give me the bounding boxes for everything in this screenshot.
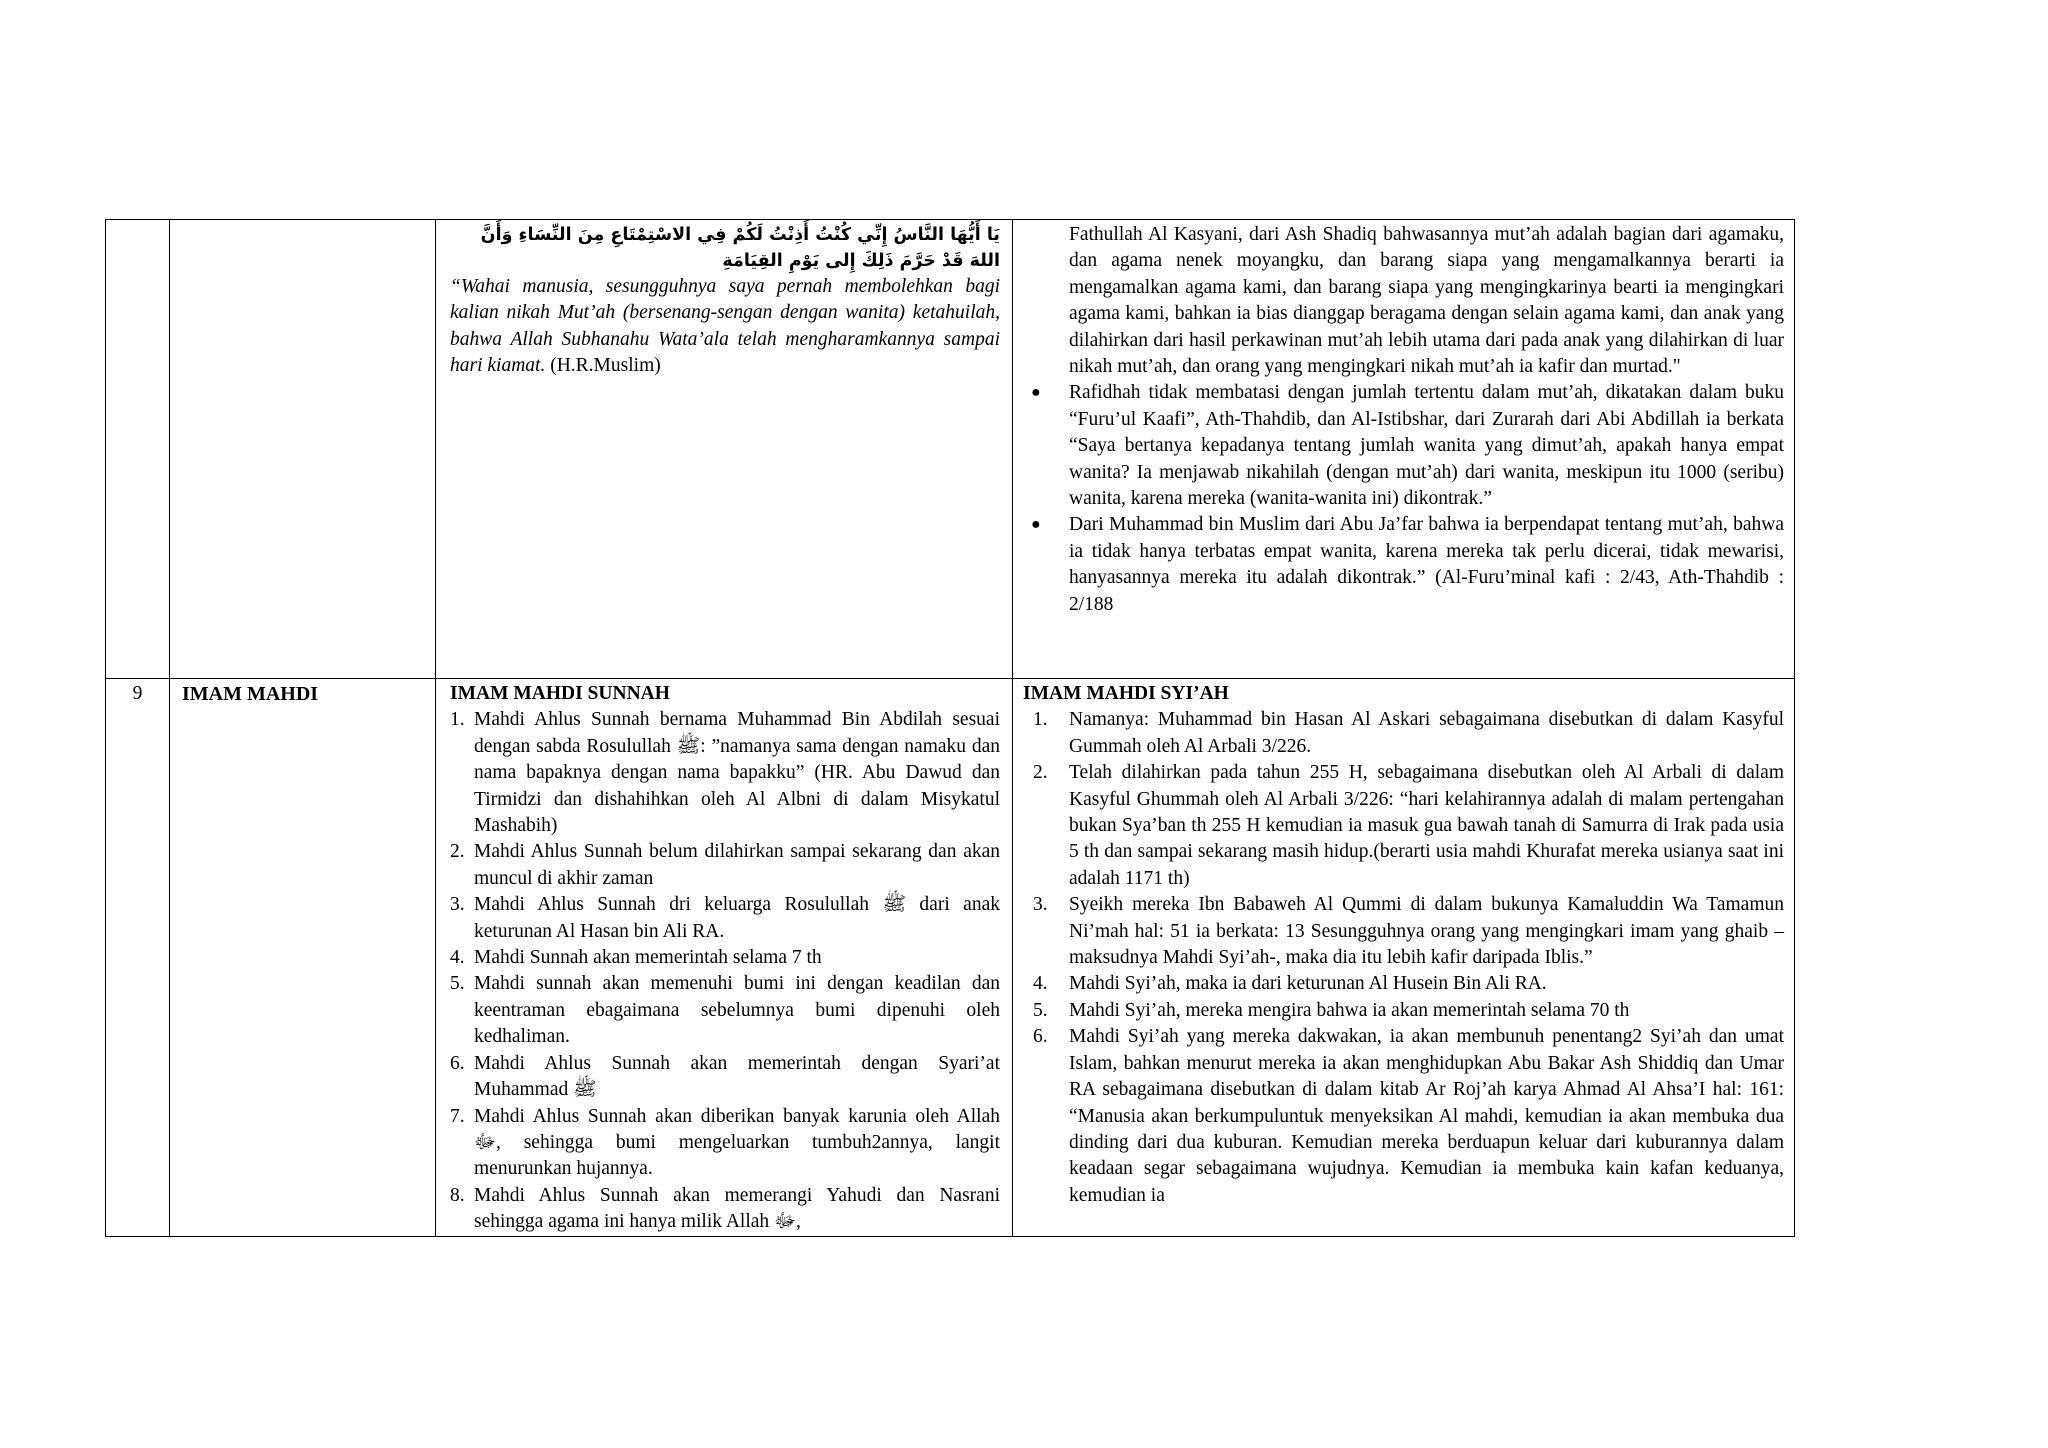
hadith-translation (450, 274, 1000, 380)
list-item: 6. Mahdi Ahlus Sunnah akan memerintah dengan Syari’at Muhammad ﷺ (450, 1052, 1000, 1101)
table-row (106, 220, 1795, 679)
syiah-cell (1013, 679, 1795, 1237)
syiah-cell (1013, 220, 1795, 679)
translation-text: “Wahai manusia, sesungguhnya saya pernah membolehkan bagi kalian nikah Mut’ah (bersenang-sengan dengan wanita) ketahuilah, bahwa Allah Subhanahu Wata’ala telah mengharamkannya sampai hari kiamat. (450, 276, 1000, 377)
list-item: ● Rafidhah tidak membatasi dengan jumlah tertentu dalam mut’ah, dikatakan dalam buku “Furu’ul Kaafi”, Ath-Thahdib, dan Al-Istibshar, dari Zurarah dari Abi Abdillah ia berkata “Saya bertanya kepadanya tentang jumlah wanita yang dimut’ah, apakah hanya empat wanita? Ia menjawab nikahilah (dengan mut’ah) dari wanita, meskipun itu 1000 (seribu) wanita, karena mereka (wanita-wanita ini) dikontrak.” (1031, 382, 1784, 510)
list-item: 1. Mahdi Ahlus Sunnah bernama Muhammad Bin Abdilah sesuai dengan sabda Rosulullah ﷺ: ”namanya sama dengan namaku dan nama bapaknya dengan nama bapakku” (HR. Abu Dawud dan Tirmidzi dan dishahihkan oleh Al Albni di dalam Misykatul Mashabih) (450, 709, 1000, 837)
row-number-cell (106, 220, 170, 679)
row-number: 9 (106, 679, 170, 1237)
list-item: 5. Mahdi Syi’ah, mereka mengira bahwa ia akan memerintah selama 70 th (1033, 999, 1630, 1021)
sunnah-cell (436, 220, 1013, 679)
table-row (106, 679, 1795, 1237)
list-item: 4. Mahdi Syi’ah, maka ia dari keturunan Al Husein Bin Ali RA. (1033, 973, 1547, 995)
list-item: 2. Mahdi Ahlus Sunnah belum dilahirkan sampai sekarang dan akan muncul di akhir zaman (450, 841, 1000, 889)
list-item: 6. Mahdi Syi’ah yang mereka dakwakan, ia akan membunuh penentang2 Syi’ah dan umat Islam, bahkan menurut mereka ia akan menghidupkan Abu Bakar Ash Shiddiq dan Umar RA sebagaimana disebutkan di dalam kitab Ar Roj’ah karya Ahmad Al Ahsa’I hal: 161: “Manusia akan berkumpuluntuk menyeksikan Al mahdi, kemudian ia akan membuka dua dinding dari dua kuburan. Kemudian mereka berduapun keluar dari kuburannya dalam keadaan segar sebagaimana wujudnya. Kemudian ia membuka kain kafan keduanya, kemudian ia (1033, 1026, 1784, 1206)
sunnah-heading: IMAM MAHDI SUNNAH (450, 683, 670, 704)
list-item: 1. Namanya: Muhammad bin Hasan Al Askari sebagaimana disebutkan di dalam Kasyful Gummah oleh Al Arbali 3/226. (1033, 709, 1784, 757)
list-item: 3. Syeikh mereka Ibn Babaweh Al Qummi di dalam bukunya Kamaluddin Wa Tamamun Ni’mah hal: 51 ia berkata: 13 Sesungguhnya orang yang mengingkari imam yang ghaib –maksudnya Mahdi Syi’ah-, maka dia itu lebih kafir daripada Iblis.” (1033, 894, 1784, 969)
translation-source: (H.R.Muslim) (550, 355, 661, 377)
bullet-icon: ● (1031, 384, 1041, 402)
topic-title: IMAM MAHDI (170, 679, 436, 1237)
bullet-list (1023, 380, 1784, 618)
list-item: 8. Mahdi Ahlus Sunnah akan memerangi Yahudi dan Nasrani sehingga agama ini hanya milik Allah ﷻ, (450, 1184, 1000, 1233)
list-item: 3. Mahdi Ahlus Sunnah dri keluarga Rosulullah ﷺ dari anak keturunan Al Hasan bin Ali RA. (450, 894, 1000, 942)
topic-cell (170, 220, 436, 679)
syiah-list (1023, 707, 1784, 1209)
list-item: 5. Mahdi sunnah akan memenuhi bumi ini dengan keadilan dan keentraman ebagaimana sebelumnya bumi dipenuhi oleh kedhaliman. (450, 973, 1000, 1048)
continuation-paragraph: Fathullah Al Kasyani, dari Ash Shadiq bahwasannya mut’ah adalah bagian dari agamaku, dan agama nenek moyangku, dan barang siapa yang mengamalkannya berarti ia mengamalkan agama kami, dan barang siapa yang mengingkarinya bearti ia mengingkari agama kami, bahkan ia bias dianggap beragama dengan selain agama kami, dan anak yang dilahirkan dari hasil perkawinan mut’ah lebih utama dari pada anak yang dilahirkan di luar nikah mut’ah, dan orang yang mengingkari nikah mut’ah ia kafir dan murtad." (1069, 224, 1784, 378)
list-item: 4. Mahdi Sunnah akan memerintah selama 7 th (450, 947, 822, 969)
list-item: ● Dari Muhammad bin Muslim dari Abu Ja’far bahwa ia berpendapat tentang mut’ah, bahwa ia tidak hanya terbatas empat wanita, karena mereka tak perlu dicerai, tidak mewarisi, hanyasannya mereka itu adalah dikontrak.” (Al-Furu’minal kafi : 2/43, Ath-Thahdib : 2/188 (1031, 514, 1784, 615)
list-item: 7. Mahdi Ahlus Sunnah akan diberikan banyak karunia oleh Allah ﷻ, sehingga bumi mengeluarkan tumbuh2annya, langit menurunkan hujannya. (450, 1105, 1000, 1180)
list-item: 2. Telah dilahirkan pada tahun 255 H, sebagaimana disebutkan oleh Al Arbali di dalam Kasyful Ghummah oleh Al Arbali 3/226: “hari kelahirannya adalah di malam pertengahan bukan Sya’ban th 255 H kemudian ia masuk gua bawah tanah di Samurra di Irak pada usia 5 th dan sampai sekarang masih hidup.(berarti usia mahdi Khurafat mereka usianya saat ini adalah 1171 th) (1033, 762, 1784, 889)
sunnah-list (450, 707, 1000, 1235)
comparison-table (105, 219, 1795, 1237)
sunnah-cell (436, 679, 1013, 1237)
arabic-hadith: يَا أَيُّهَا النَّاسُ إِنِّي كُنْتُ أَذِنْتُ لَكُمْ فِي الاسْتِمْتَاعِ مِنَ النِّسَاءِ وَأَنَّ اللهَ قَدْ حَرَّمَ ذَلِكَ إِلى يَوْمِ القِيَامَةِ (480, 225, 1000, 271)
bullet-icon: ● (1031, 516, 1041, 534)
syiah-heading: IMAM MAHDI SYI’AH (1023, 683, 1229, 704)
